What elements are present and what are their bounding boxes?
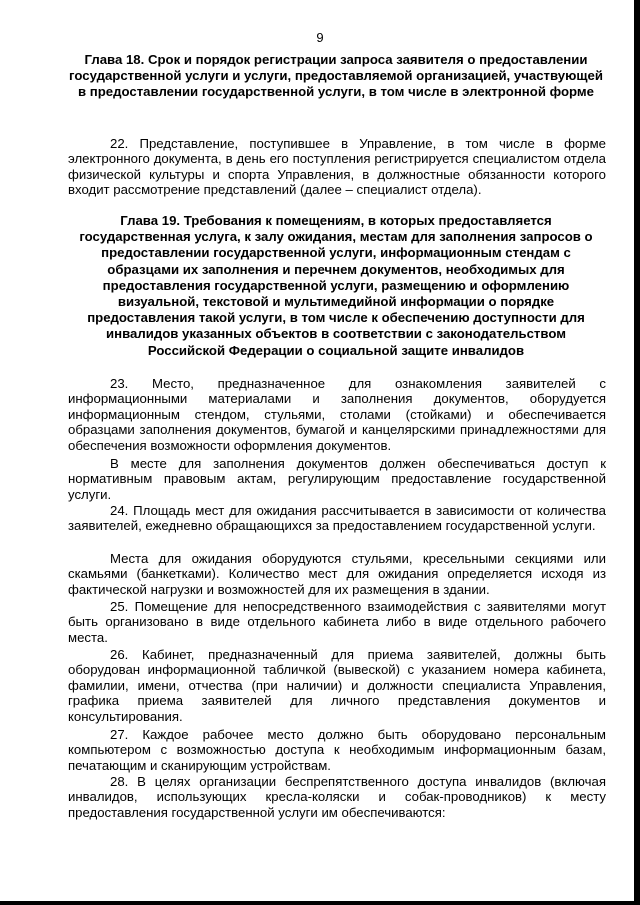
chapter-19-heading: Глава 19. Требования к помещениям, в которых предоставляется государственная услуга, к залу ожидания, местам для заполнения запросов о предоставлении государственной услуги, информационным стендам с образцами их заполнения и перечнем документов, необходимых для предоставления государственной услуги, размещению и оформлению визуальной, текстовой и мультимедийной информации о порядке предоставления такой услуги, в том числе к обеспечению доступности для инвалидов указанных объектов в соответствии с законодательством Российской Федерации о социальной защите инвалидов: [79, 213, 593, 358]
paragraph-28: 28. В целях организации беспрепятственного доступа инвалидов (включая инвалидов, использующих кресла-коляски и собак-проводников) к месту предоставления государственной услуги им обеспечиваются:: [68, 774, 606, 820]
page-number: 9: [316, 30, 324, 45]
paragraph-25: 25. Помещение для непосредственного взаимодействия с заявителями могут быть организовано в виде отдельного кабинета либо в виде отдельного рабочего места.: [68, 599, 606, 645]
paragraph-23: 23. Место, предназначенное для ознакомления заявителей с информационными материалами и заполнения документов, оборудуется информационным стендом, стульями, столами (стойками) и обеспечивается образцами заполнения документов, бумагой и канцелярскими принадлежностями для обеспечения возможности оформления документов.: [68, 376, 606, 453]
paragraph-24-continued: Места для ожидания оборудуются стульями, кресельными секциями или скамьями (банкетками). Количество мест для ожидания определяется исходя из фактической нагрузки и возможностей для их размещения в здании.: [68, 551, 606, 597]
chapter-18-heading: Глава 18. Срок и порядок регистрации запроса заявителя о предоставлении государственной услуги и услуги, предоставляемой организацией, участвующей в предоставлении государственной услуги, в том числе в электронной форме: [69, 52, 603, 100]
paragraph-23-continued: В месте для заполнения документов должен обеспечиваться доступ к нормативным правовым актам, регулирующим предоставление государственной услуги.: [68, 456, 606, 502]
paragraph-27: 27. Каждое рабочее место должно быть оборудовано персональным компьютером с возможностью доступа к необходимым информационным базам, печатающим и сканирующим устройствам.: [68, 727, 606, 773]
paragraph-24: 24. Площадь мест для ожидания рассчитывается в зависимости от количества заявителей, ежедневно обращающихся за предоставлением государственной услуги.: [68, 503, 606, 534]
paragraph-26: 26. Кабинет, предназначенный для приема заявителей, должны быть оборудован информационной табличкой (вывеской) с указанием номера кабинета, фамилии, имени, отчества (при наличии) и должности специалиста Управления, графика приема заявителей для личного представления документов и консультирования.: [68, 647, 606, 724]
scan-right-edge: [634, 0, 640, 905]
paragraph-22: 22. Представление, поступившее в Управление, в том числе в форме электронного документа, в день его поступления регистрируется специалистом отдела физической культуры и спорта Управления, в должностные обязанности которого входит рассмотрение представлений (далее – специалист отдела).: [68, 136, 606, 198]
scan-bottom-edge: [0, 901, 640, 905]
